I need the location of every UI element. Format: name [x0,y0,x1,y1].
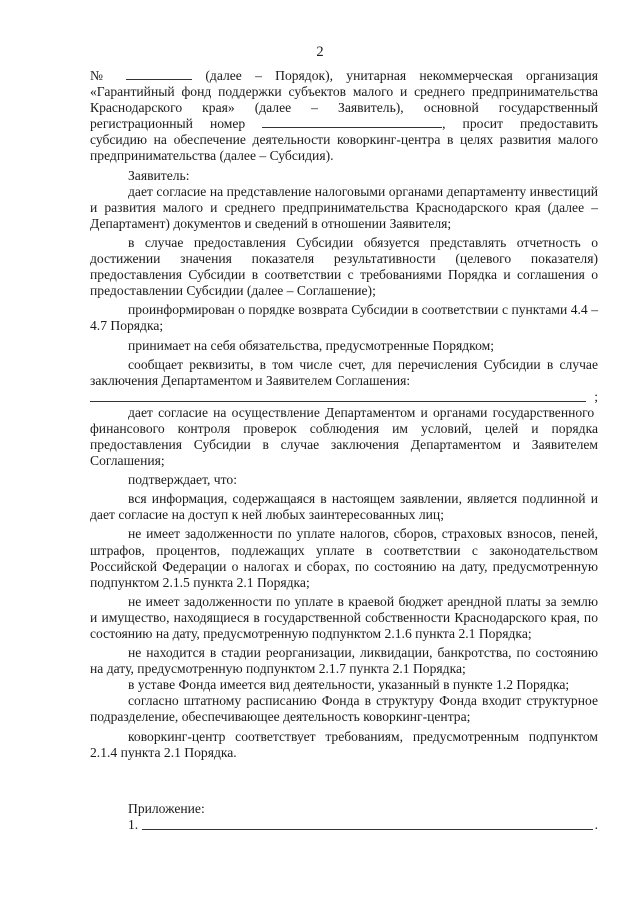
document-body [90,68,598,833]
paragraph: проинформирован о порядке возврата Субсидии в соответствии с пунктами 4.4 – 4.7 Порядка; [90,302,598,334]
applicant-label: Заявитель: [128,167,190,183]
appendix-item-end: . [594,816,598,832]
ogrn-blank [262,116,442,128]
paragraph: не имеет задолженности по уплате налогов, сборов, страховых взносов, пеней, штрафов, процентов, подлежащих уплате в соответствии с законодательством Российской Федерации о налогах и сборах, по состоянию на дату, предусмотренную подпунктом 2.1.5 пункта 2.1 Порядка; [90,526,598,590]
paragraph: принимает на себя обязательства, предусмотренные Порядком; [128,337,495,353]
paragraph: сообщает реквизиты, в том числе счет, для перечисления Субсидии в случае заключения Департаментом и Заявителем Соглашения: [90,356,598,388]
paragraph: дает согласие на осуществление Департаментом и органами государственного финансового контроля проверок соблюдения им условий, целей и порядка предоставления Субсидии в случае заключения Департаментом и Заявителем Соглашения; [90,404,598,469]
paragraph: подтверждает, что: [128,472,237,488]
requisites-end: ; [594,388,598,404]
intro-text: (далее – Порядок), унитарная некоммерческая организация «Гарантийный фонд поддержки субъектов малого и среднего предпринимательства Краснодарского края» (далее – Заявитель), основной государственный регистрационный номер [90,68,598,132]
paragraph: дает согласие на представление налоговыми органами департаменту инвестиций и развития малого и среднего предпринимательства Краснодарского края (далее – Департамент) документов и сведений в отношении Заявителя; [90,183,598,231]
appendix-item-blank [142,817,592,830]
paragraph: в случае предоставления Субсидии обязуется представлять отчетность о достижении значения показателя результативности (целевого показателя) предоставления Субсидии в соответствии с требованиями Порядка и соглашения о предоставлении Субсидии (далее – Соглашение); [90,234,598,299]
paragraph: вся информация, содержащаяся в настоящем заявлении, является подлинной и дает согласие на доступ к ней любых заинтересованных лиц; [90,491,598,523]
paragraph: не находится в стадии реорганизации, ликвидации, банкротства, по состоянию на дату, предусмотренную подпунктом 2.1.7 пункта 2.1 Порядка; [90,645,598,677]
paragraph: не имеет задолженности по уплате в краевой бюджет арендной платы за землю и имущество, находящиеся в государственной собственности Краснодарского края, по состоянию на дату, предусмотренную подпунктом 2.1.6 пункта 2.1 Порядка; [90,593,598,641]
appendix-label: Приложение: [128,800,205,816]
appendix-item-number: 1. [128,816,139,832]
order-number-blank [126,68,192,80]
paragraph: согласно штатному расписанию Фонда в структуру Фонда входит структурное подразделение, обеспечивающее деятельность коворкинг-центра; [90,693,598,725]
requisites-line [90,389,598,402]
intro-paragraph [90,68,598,165]
requisites-blank [90,389,586,402]
intro-text-2: , просит предоставить субсидию на обеспечение деятельности коворкинг-центра в целях развития малого предпринимательства (далее – Субсидия). [90,116,598,164]
appendix-item [128,817,598,833]
number-sign: № [90,68,113,83]
page-number: 2 [316,44,324,60]
paragraph: коворкинг-центр соответствует требованиям, предусмотренным подпунктом 2.1.4 пункта 2.1 Порядка. [90,728,598,760]
paragraph: в уставе Фонда имеется вид деятельности, указанный в пункте 1.2 Порядка; [128,677,570,693]
appendix [90,801,598,833]
